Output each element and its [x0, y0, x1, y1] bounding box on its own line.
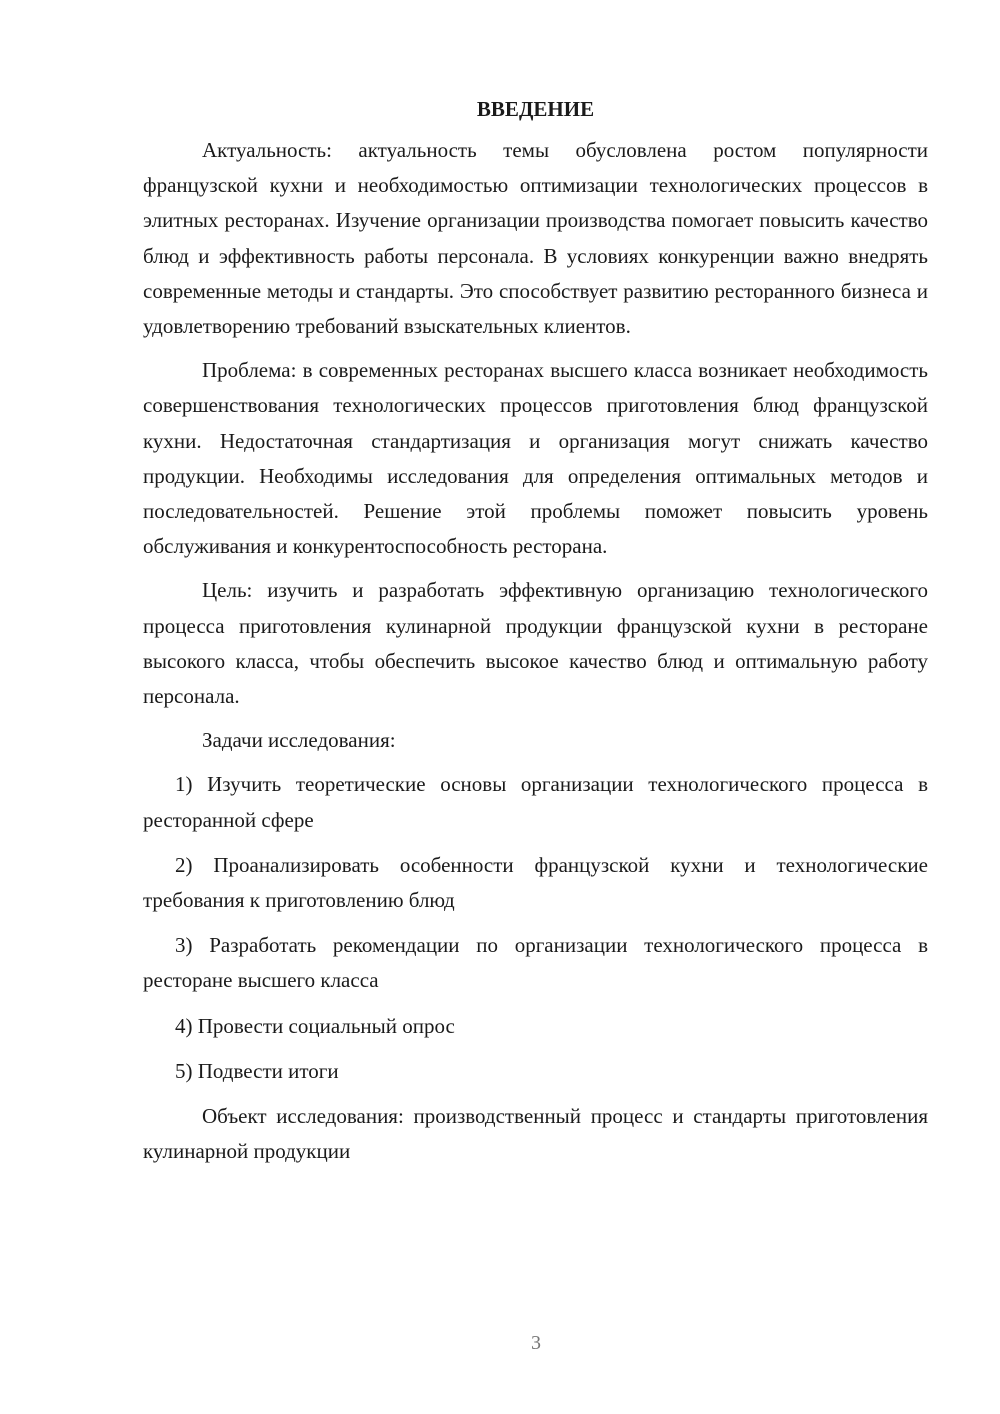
goal-paragraph: Цель: изучить и разработать эффективную организацию технологического процесса приготовления кулинарной продукции французской кухни в ресторане высокого класса, чтобы обеспечить высокое качество блюд и оптимальную работу персонала.: [143, 578, 928, 709]
object-paragraph: Объект исследования: производственный процесс и стандарты приготовления кулинарной продукции: [143, 1104, 928, 1164]
tasks-heading: Задачи исследования:: [202, 728, 396, 753]
page-title: ВВЕДЕНИЕ: [476, 97, 595, 121]
task-item: 3) Разработать рекомендации по организации технологического процесса в ресторане высшего класса: [143, 933, 928, 993]
relevance-paragraph: Актуальность: актуальность темы обусловлена ростом популярности французской кухни и необходимостью оптимизации технологических процессов в элитных ресторанах. Изучение организации производства помогает повысить качество блюд и эффективность работы персонала. В условиях конкуренции важно внедрять современные методы и стандарты. Это способствует развитию ресторанного бизнеса и удовлетворению требований взыскательных клиентов.: [143, 138, 928, 339]
task-item: 5) Подвести итоги: [175, 1058, 339, 1083]
task-item: 1) Изучить теоретические основы организации технологического процесса в ресторанной сфере: [143, 772, 928, 832]
problem-paragraph: Проблема: в современных ресторанах высшего класса возникает необходимость совершенствования технологических процессов приготовления блюд французской кухни. Недостаточная стандартизация и организация могут снижать качество продукции. Необходимы исследования для определения оптимальных методов и последовательностей. Решение этой проблемы поможет повысить уровень обслуживания и конкурентоспособность ресторана.: [143, 358, 928, 559]
task-item: 2) Проанализировать особенности французской кухни и технологические требования к приготовлению блюд: [143, 852, 928, 913]
task-item: 4) Провести социальный опрос: [175, 1013, 455, 1038]
page-number: 3: [531, 1332, 541, 1354]
document-page: [143, 92, 928, 1178]
